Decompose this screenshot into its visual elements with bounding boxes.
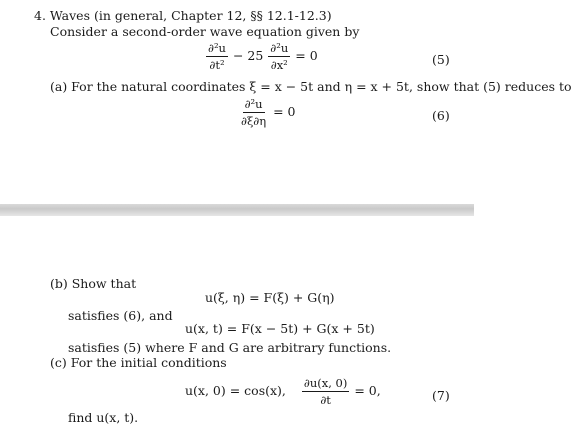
intro-text: Consider a second-order wave equation given by xyxy=(50,24,360,39)
page-divider xyxy=(0,204,474,216)
equation-number-7: (7) xyxy=(432,388,450,403)
part-b-label: (b) Show that xyxy=(50,276,137,291)
equation-7: u(x, 0) = cos(x), $\frac{\partial u(x, 0)}{\partial t}$ = 0, xyxy=(185,376,381,407)
equation-5: $\frac{\text{∂²u}}{\text{∂t²}}$ − 25 $\frac{\text{∂²u}}{\text{∂x²}}$ = 0 xyxy=(208,41,318,72)
satisfies-6-text: satisfies (6), and xyxy=(68,308,173,323)
problem-heading: 4. Waves (in general, Chapter 12, §§ 12.1-12.3) xyxy=(34,8,332,23)
fraction-du-dt: $\frac{\partial u(x, 0)}{\partial t}$ xyxy=(303,376,348,407)
fraction-d2u-dt2: $\frac{\text{∂²u}}{\text{∂t²}}$ xyxy=(208,41,226,72)
equation-b2: u(x, t) = F(x − 5t) + G(x + 5t) xyxy=(185,321,375,336)
equation-6: $\frac{\text{∂²u}}{\partial\xi\partial\eta}$ = 0 xyxy=(241,97,296,128)
equation-b1: u(ξ, η) = F(ξ) + G(η) xyxy=(205,290,335,305)
equation-number-5: (5) xyxy=(432,52,450,67)
equation-number-6: (6) xyxy=(432,108,450,123)
page-top xyxy=(0,0,572,206)
satisfies-5-text: satisfies (5) where F and G are arbitrary functions. xyxy=(68,340,392,355)
part-a-text: (a) For the natural coordinates ξ = x − 5t and η = x + 5t, show that (5) reduces to xyxy=(50,79,572,94)
fraction-d2u-dx2: $\frac{\text{∂²u}}{\text{∂x²}}$ xyxy=(270,41,289,72)
page-bottom xyxy=(0,216,474,445)
part-c-text: (c) For the initial conditions xyxy=(50,355,227,370)
find-text: find u(x, t). xyxy=(68,410,139,425)
fraction-d2u-dxi-deta: $\frac{\text{∂²u}}{\partial\xi\partial\eta}$ xyxy=(241,97,267,128)
